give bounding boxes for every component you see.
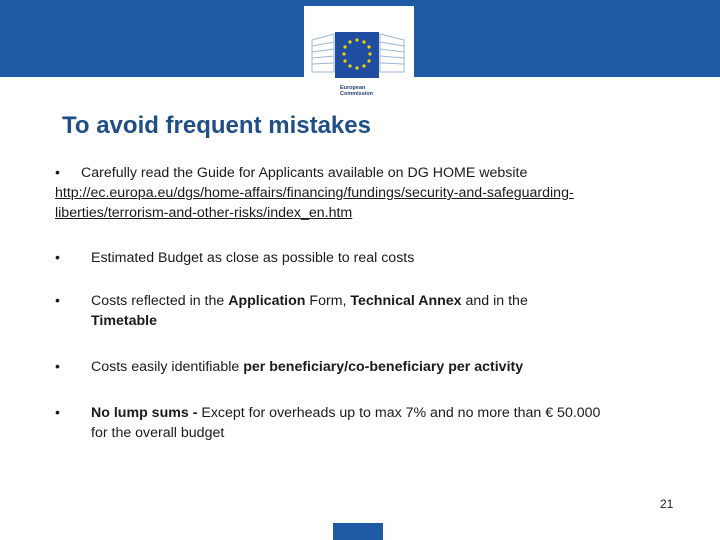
bullet-text-bold: Timetable [91,313,157,329]
bullet-text-part: Costs easily identifiable [91,359,244,375]
bullet-text [91,291,651,331]
bullet-text [91,248,651,268]
page-title: To avoid frequent mistakes [62,112,371,139]
bullet-symbol: • [55,405,60,421]
logo-line-1: European [340,85,366,91]
intro-text: Carefully read the Guide for Applicants available on DG HOME website [81,165,528,181]
bullet-text-bold: No lump sums - [91,405,198,421]
bullet-symbol: • [55,250,60,266]
bullet-text-bold: Technical Annex [350,293,462,309]
bullet-text [91,403,611,443]
bullet-text-part: Form, [305,293,351,309]
bullet-text-bold: per beneficiary/co-beneficiary per activity [243,359,524,375]
bullet-text-part: Costs reflected in the [91,293,229,309]
bullet-text [91,357,651,377]
guide-link[interactable]: http://ec.europa.eu/dgs/home-affairs/financing/fundings/security-and-safeguarding-liberties/terrorism-and-other-risks/index_en.htm [55,185,574,221]
bullet-text-part: Except for overheads up to max 7% and no more than € 50.000 for the overall budget [91,405,601,441]
page-number: 21 [660,497,674,511]
intro-paragraph [55,163,675,223]
european-commission-logo [304,6,414,100]
logo-line-2: Commission [340,91,374,97]
bullet-text-part: Estimated Budget as close as possible to real costs [91,250,415,266]
bullet-text-bold: Application [228,293,306,309]
bullet-text-part: and in the [461,293,528,309]
intro-bullet: • [55,165,60,181]
footer-bar [333,523,383,540]
bullet-symbol: • [55,359,60,375]
logo-text [340,85,373,97]
bullet-symbol: • [55,293,60,309]
